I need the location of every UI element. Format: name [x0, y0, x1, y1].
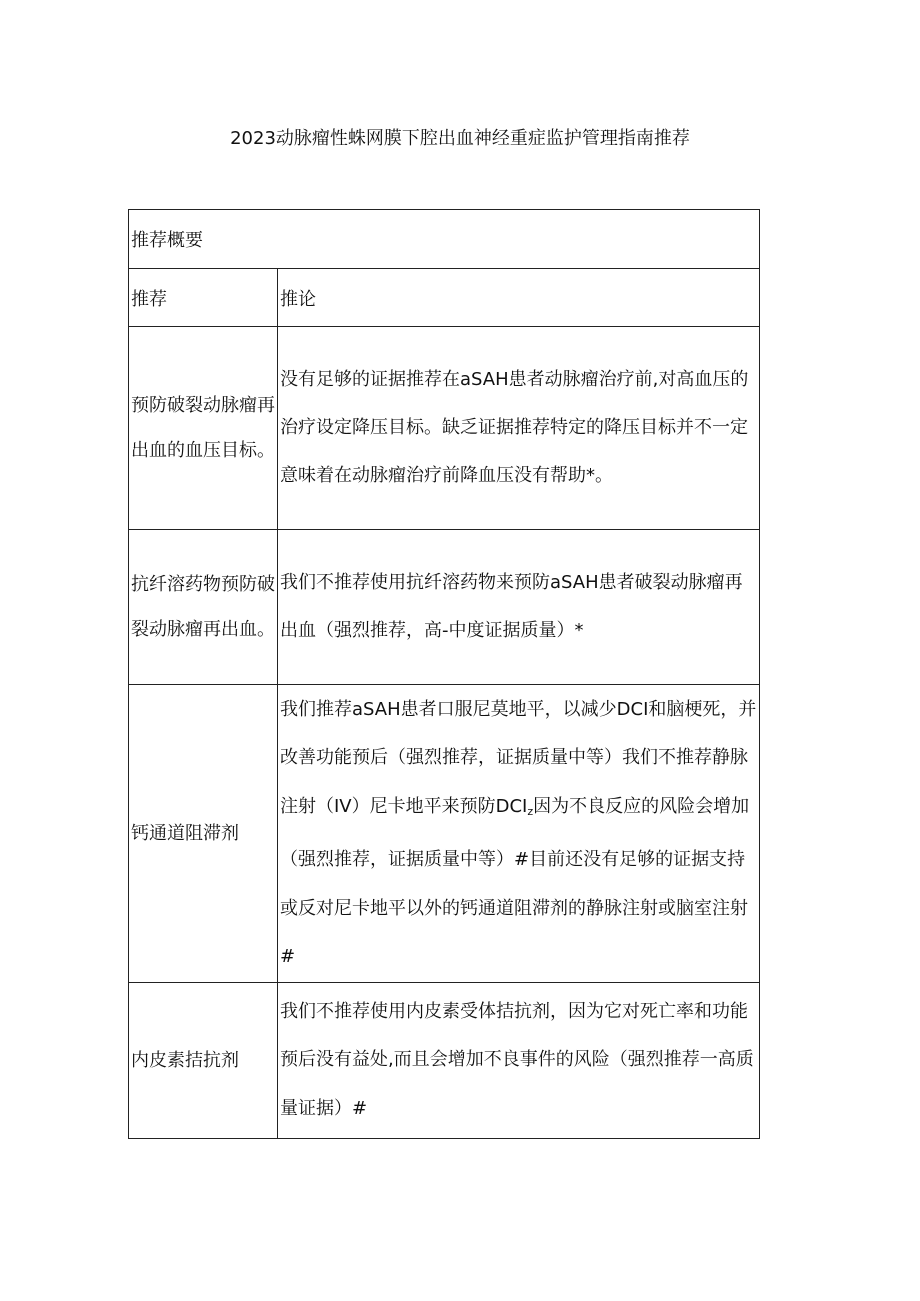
- topic-cell: [129, 983, 278, 1139]
- rationale-cell: [278, 685, 760, 983]
- rationale-text: [280, 686, 757, 982]
- rationale-cell: [278, 530, 760, 685]
- subscript-z: z: [527, 804, 534, 818]
- table-row: [129, 327, 760, 530]
- column-header-row: [129, 269, 760, 327]
- topic-cell: [129, 530, 278, 685]
- rationale-text-part-a: 我们推荐aSAH患者口服尼莫地平，以减少DCI和脑梗死，并改善功能预后（强烈推荐，证据质量中等）我们不推荐静脉注射（IV）尼卡地平来预防DCI: [280, 698, 757, 817]
- rationale-cell: [278, 983, 760, 1139]
- rationale-text: 我们不推荐使用抗纤溶药物来预防aSAH患者破裂动脉瘤再出血（强烈推荐，高-中度证据质量）*: [280, 572, 743, 641]
- rationale-text: 我们不推荐使用内皮素受体拮抗剂，因为它对死亡率和功能预后没有益处,而且会增加不良事件的风险（强烈推荐一高质量证据）#: [280, 1000, 754, 1119]
- topic-text: 内皮素拮抗剂: [131, 1050, 239, 1071]
- topic-cell: [129, 327, 278, 530]
- table-row: [129, 685, 760, 983]
- topic-cell: [129, 685, 278, 983]
- topic-text: 抗纤溶药物预防破裂动脉瘤再出血。: [131, 574, 275, 640]
- topic-text: 钙通道阻滞剂: [131, 823, 239, 844]
- table-header-cell: 推荐概要: [129, 210, 760, 269]
- document-title: 2023动脉瘤性蛛网膜下腔出血神经重症监护管理指南推荐: [230, 128, 690, 149]
- rationale-cell: [278, 327, 760, 530]
- table-row: [129, 983, 760, 1139]
- recommendation-summary-table: [128, 209, 760, 1139]
- rationale-text: 没有足够的证据推荐在aSAH患者动脉瘤治疗前,对高血压的治疗设定降压目标。缺乏证据推荐特定的降压目标并不一定意味着在动脉瘤治疗前降血压没有帮助*。: [280, 369, 749, 486]
- column-header-rationale: 推论: [278, 269, 760, 327]
- rationale-text-part-b: 因为不良反应的风险会增加（强烈推荐，证据质量中等）#目前还没有足够的证据支持或反对尼卡地平以外的钙通道阻滞剂的静脉注射或脑室注射#: [280, 795, 750, 967]
- table-row: [129, 530, 760, 685]
- table-header-row: [129, 210, 760, 269]
- topic-text: 预防破裂动脉瘤再出血的血压目标。: [131, 395, 275, 461]
- column-header-recommendation: 推荐: [129, 269, 278, 327]
